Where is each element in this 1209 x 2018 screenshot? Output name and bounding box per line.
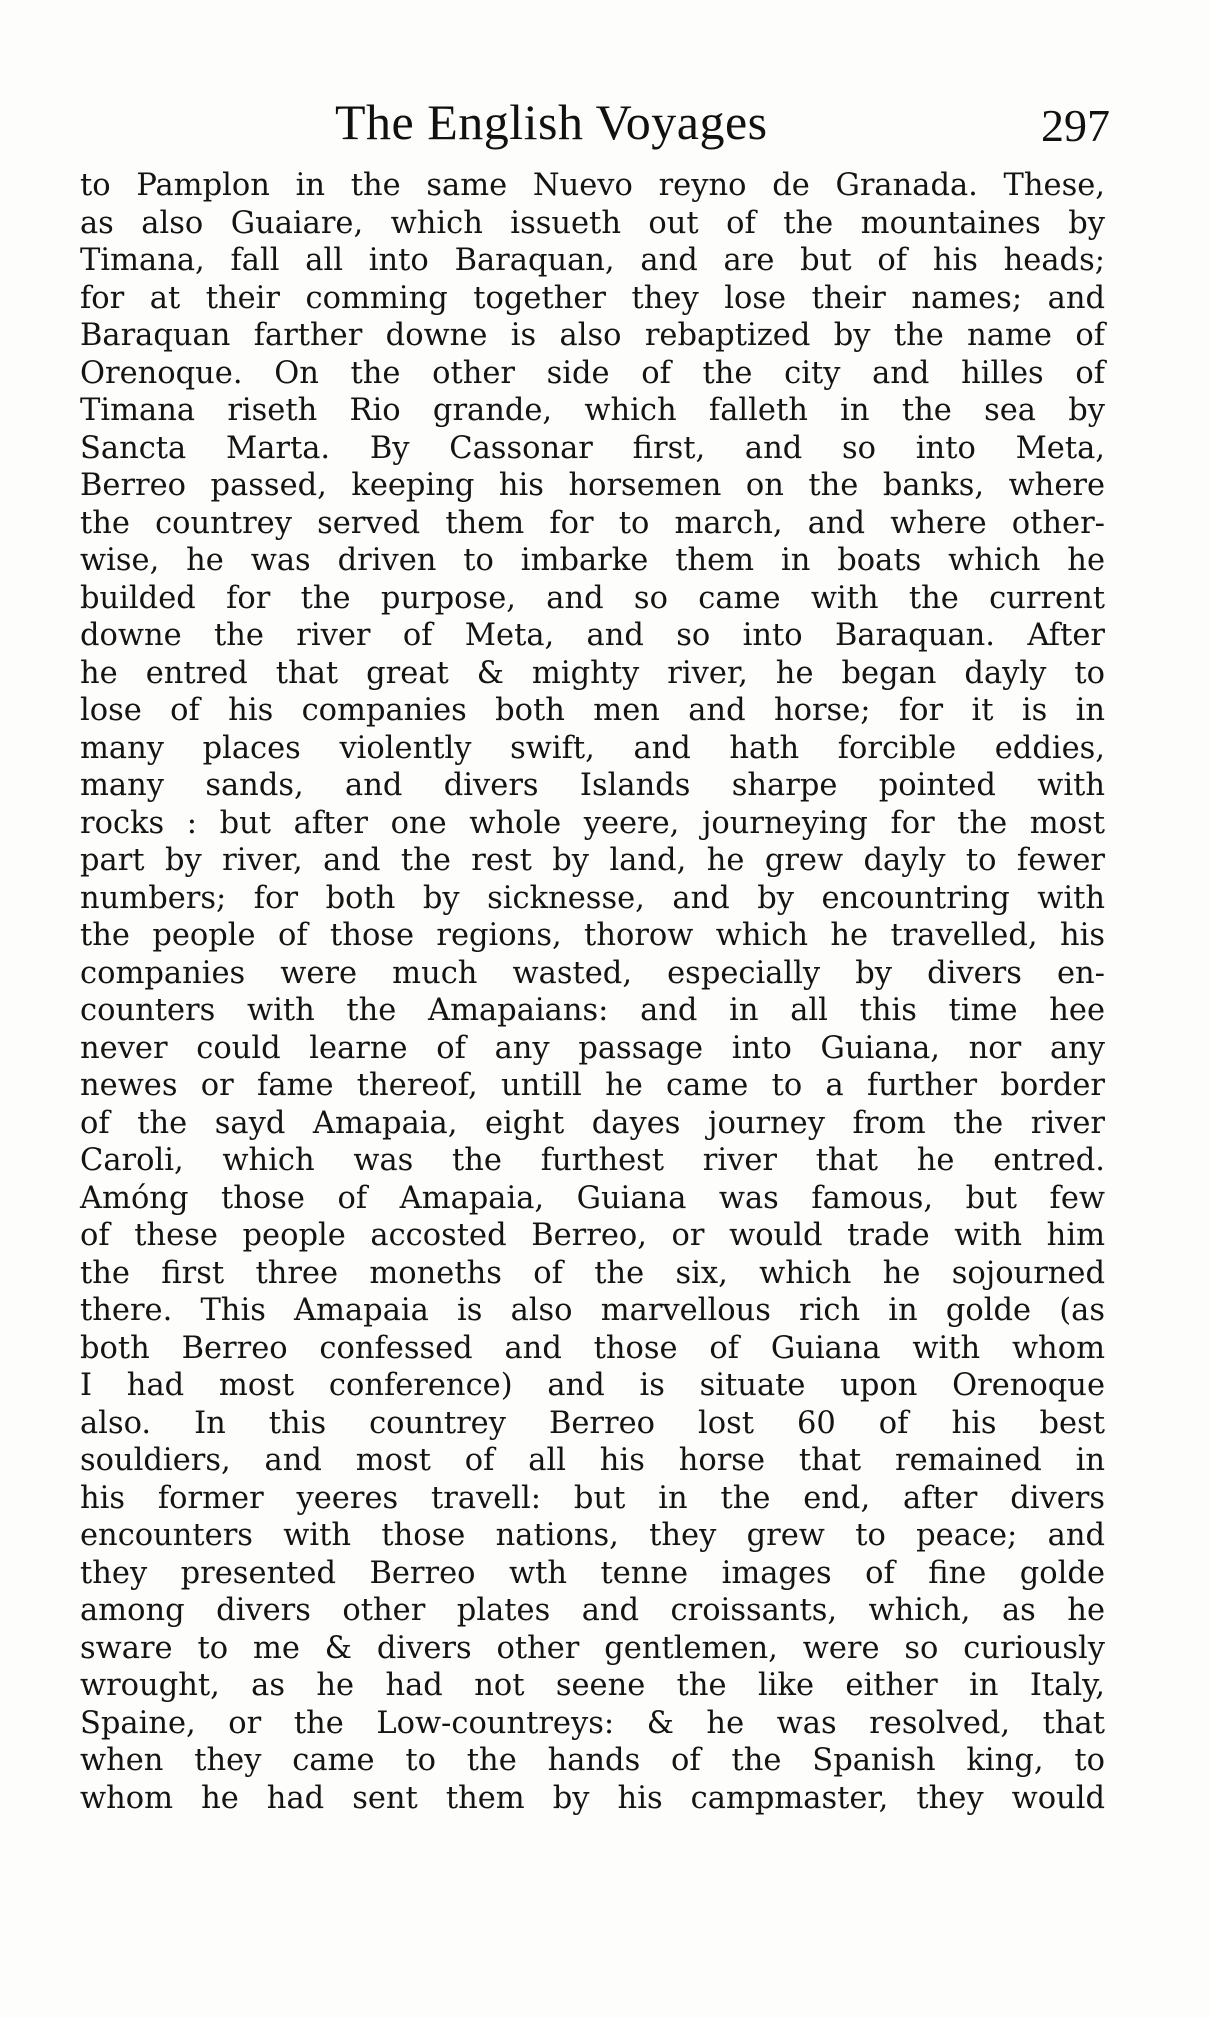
text-line: the countrey served them for to march, and where other- bbox=[80, 505, 1105, 541]
page-number: 297 bbox=[1041, 100, 1110, 151]
text-line: counters with the Amapaians: and in all this time hee bbox=[80, 993, 1105, 1028]
text-line: they presented Berreo wth tenne images of fine golde bbox=[80, 1555, 1105, 1591]
text-line: also. In this countrey Berreo lost 60 of his best bbox=[80, 1405, 1105, 1441]
text-line: when they came to the hands of the Spanish king, to bbox=[80, 1743, 1105, 1778]
text-line: encounters with those nations, they grew to peace; and bbox=[80, 1518, 1105, 1553]
text-line: the people of those regions, thorow which he travelled, his bbox=[80, 918, 1105, 953]
text-line: many places violently swift, and hath forcible eddies, bbox=[80, 730, 1105, 766]
text-line: Orenoque. On the other side of the city and hilles of bbox=[80, 355, 1105, 391]
text-line: wrought, as he had not seene the like either in Italy, bbox=[80, 1668, 1105, 1703]
text-line: many sands, and divers Islands sharpe pointed with bbox=[80, 768, 1105, 803]
text-line: never could learne of any passage into Guiana, nor any bbox=[80, 1030, 1105, 1066]
text-line: Amóng those of Amapaia, Guiana was famous, but few bbox=[80, 1180, 1105, 1216]
text-line: the first three moneths of the six, which he sojourned bbox=[80, 1255, 1105, 1291]
text-line: downe the river of Meta, and so into Baraquan. After bbox=[80, 618, 1105, 653]
text-line: part by river, and the rest by land, he grew dayly to fewer bbox=[80, 843, 1105, 878]
text-line: among divers other plates and croissants, which, as he bbox=[80, 1593, 1105, 1628]
text-line: lose of his companies both men and horse; for it is in bbox=[80, 693, 1105, 728]
text-line: to Pamplon in the same Nuevo reyno de Granada. These, bbox=[80, 168, 1105, 203]
text-line: sware to me & divers other gentlemen, were so curiously bbox=[80, 1630, 1105, 1666]
text-line: Berreo passed, keeping his horsemen on the banks, where bbox=[80, 468, 1105, 503]
text-line: of the sayd Amapaia, eight dayes journey from the river bbox=[80, 1105, 1105, 1141]
text-line: rocks : but after one whole yeere, journeying for the most bbox=[80, 805, 1105, 841]
text-line: Timana riseth Rio grande, which falleth in the sea by bbox=[80, 393, 1105, 428]
text-line: I had most conference) and is situate upon Orenoque bbox=[80, 1368, 1105, 1403]
text-line: Caroli, which was the furthest river that he entred. bbox=[80, 1143, 1105, 1178]
text-line: wise, he was driven to imbarke them in boats which he bbox=[80, 543, 1105, 578]
text-line: there. This Amapaia is also marvellous rich in golde (as bbox=[80, 1293, 1105, 1328]
page-header bbox=[80, 92, 1110, 162]
text-line: companies were much wasted, especially by divers en- bbox=[80, 955, 1105, 991]
text-line: numbers; for both by sicknesse, and by encountring with bbox=[80, 880, 1105, 916]
text-line: souldiers, and most of all his horse that remained in bbox=[80, 1443, 1105, 1478]
text-line: Timana, fall all into Baraquan, and are but of his heads; bbox=[80, 243, 1105, 278]
text-line: for at their comming together they lose their names; and bbox=[80, 280, 1105, 316]
text-line: Baraquan farther downe is also rebaptized by the name of bbox=[80, 318, 1105, 353]
text-line: Sancta Marta. By Cassonar first, and so into Meta, bbox=[80, 430, 1105, 466]
text-line: as also Guaiare, which issueth out of the mountaines by bbox=[80, 205, 1105, 241]
text-line: builded for the purpose, and so came with the current bbox=[80, 580, 1105, 616]
text-line: his former yeeres travell: but in the end, after divers bbox=[80, 1480, 1105, 1516]
running-title: The English Voyages bbox=[335, 94, 768, 150]
text-line: whom he had sent them by his campmaster, they would bbox=[80, 1780, 1105, 1816]
text-line: of these people accosted Berreo, or would trade with him bbox=[80, 1218, 1105, 1253]
text-line: both Berreo confessed and those of Guiana with whom bbox=[80, 1330, 1105, 1366]
text-line: Spaine, or the Low-countreys: & he was resolved, that bbox=[80, 1705, 1105, 1741]
body-text bbox=[80, 167, 1105, 1817]
text-line: newes or fame thereof, untill he came to a further border bbox=[80, 1068, 1105, 1103]
text-line: he entred that great & mighty river, he began dayly to bbox=[80, 655, 1105, 691]
